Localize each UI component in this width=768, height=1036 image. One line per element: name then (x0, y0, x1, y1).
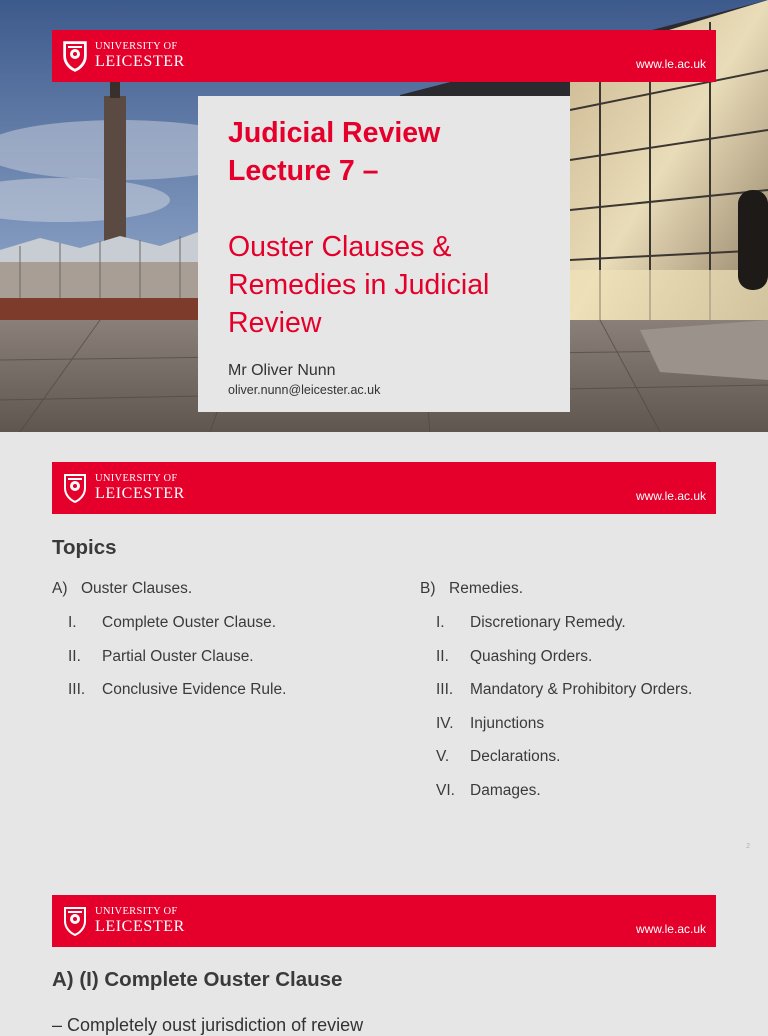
list-item (52, 681, 286, 715)
list-item-label: Partial Ouster Clause. (102, 647, 254, 665)
section-a-heading (52, 580, 286, 614)
title-panel (198, 96, 570, 412)
list-item-number: V. (436, 748, 450, 765)
logo-line-2: LEICESTER (95, 484, 185, 502)
logo-line-1: UNIVERSITY OF (95, 906, 178, 918)
topics-heading: Topics (52, 536, 117, 559)
section-b-label: Remedies. (449, 580, 524, 597)
university-banner (52, 895, 716, 947)
section-b (420, 580, 692, 815)
list-item-label: Declarations. (470, 748, 561, 765)
list-item-number: II. (436, 647, 449, 665)
logo-line-1: UNIVERSITY OF (95, 41, 178, 53)
website-link[interactable]: www.le.ac.uk (635, 489, 706, 503)
list-item-number: IV. (436, 714, 454, 732)
shield-crest-icon (62, 905, 88, 937)
list-item-number: II. (68, 647, 81, 665)
complete-ouster-slide (0, 864, 768, 1035)
list-item-label: Damages. (470, 781, 541, 799)
list-item (420, 614, 692, 648)
shield-crest-icon (62, 40, 88, 72)
list-item (420, 782, 692, 816)
university-logo[interactable] (62, 39, 185, 73)
slide-page-number: 2 (746, 843, 750, 850)
section-a (52, 580, 286, 715)
list-item-label: Quashing Orders. (470, 647, 593, 665)
body-text: Completely oust jurisdiction of review (67, 1015, 364, 1035)
list-item (420, 715, 692, 749)
subtitle-line-1: Ouster Clauses & (228, 231, 452, 263)
university-logo[interactable] (62, 471, 185, 505)
university-banner (52, 30, 716, 82)
shield-crest-icon (62, 472, 88, 504)
list-item (420, 748, 692, 782)
topics-slide (0, 432, 768, 864)
university-logo[interactable] (62, 904, 185, 938)
list-item-number: I. (436, 614, 445, 631)
list-item-number: III. (68, 681, 86, 698)
website-link[interactable]: www.le.ac.uk (635, 57, 706, 71)
title-slide (0, 0, 768, 432)
section-b-letter: B) (420, 580, 436, 597)
lecture-title (228, 114, 558, 190)
author-email-link[interactable]: oliver.nunn@leicester.ac.uk (228, 383, 381, 397)
section-a-label: Ouster Clauses. (81, 580, 193, 597)
list-item-label: Complete Ouster Clause. (102, 614, 277, 631)
list-item (52, 614, 286, 648)
logo-line-1: UNIVERSITY OF (95, 473, 178, 485)
list-item-number: VI. (436, 781, 455, 799)
subtitle-line-2: Remedies in Judicial (228, 269, 490, 301)
list-item-label: Injunctions (470, 714, 545, 732)
list-item-label: Conclusive Evidence Rule. (102, 681, 287, 698)
list-item-label: Mandatory & Prohibitory Orders. (470, 681, 693, 698)
university-banner (52, 462, 716, 514)
lecture-subtitle (228, 228, 558, 342)
list-item (420, 648, 692, 682)
section-b-heading (420, 580, 692, 614)
website-link[interactable]: www.le.ac.uk (635, 922, 706, 936)
list-item-number: I. (68, 614, 77, 631)
list-item-number: III. (436, 681, 454, 698)
list-item-label: Discretionary Remedy. (470, 614, 626, 631)
title-line-1: Judicial Review (228, 117, 441, 149)
section-heading: A) (I) Complete Ouster Clause (52, 968, 343, 991)
section-a-letter: A) (52, 580, 68, 597)
section-b-list (420, 614, 692, 815)
list-item (52, 648, 286, 682)
author-name: Mr Oliver Nunn (228, 362, 336, 379)
list-item (420, 681, 692, 715)
subtitle-line-3: Review (228, 307, 322, 339)
title-line-2: Lecture 7 – (228, 155, 379, 187)
section-a-list (52, 614, 286, 715)
logo-line-2: LEICESTER (95, 917, 185, 935)
logo-line-2: LEICESTER (95, 52, 185, 70)
body-text-partial: – Completely oust jurisdiction of review (52, 1015, 364, 1035)
